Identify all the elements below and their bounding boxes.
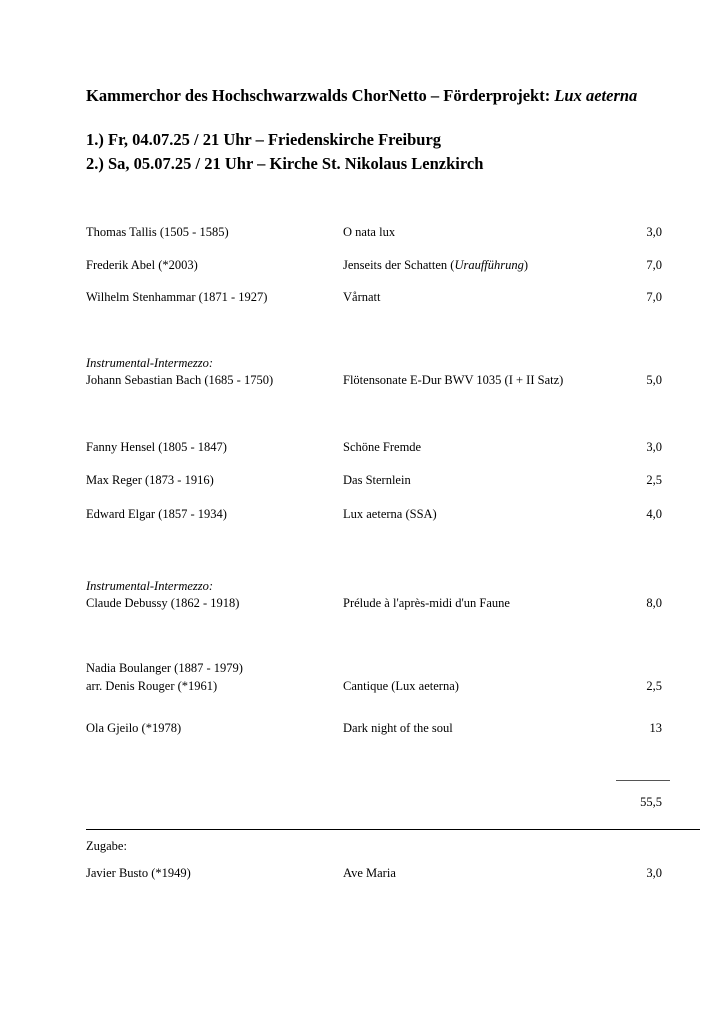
encore-label: Zugabe:	[86, 839, 127, 853]
intermezzo-label: Instrumental-Intermezzo:	[86, 579, 214, 593]
duration: 2,5	[646, 679, 662, 693]
duration: 4,0	[646, 507, 662, 521]
composer-primary: Nadia Boulanger (1887 - 1979)	[86, 661, 243, 675]
duration: 5,0	[646, 373, 662, 387]
work: Flötensonate E-Dur BWV 1035 (I + II Satz)	[343, 373, 564, 387]
duration: 3,0	[646, 440, 662, 454]
title-prefix: Kammerchor des Hochschwarzwalds ChorNetto – Förderprojekt:	[86, 86, 555, 105]
title-italic: Lux aeterna	[554, 86, 638, 105]
composer: Thomas Tallis (1505 - 1585)	[86, 225, 229, 239]
concert-date-1: 1.) Fr, 04.07.25 / 21 Uhr – Friedenskirche Freiburg	[86, 130, 442, 149]
composer: Fanny Hensel (1805 - 1847)	[86, 440, 227, 454]
work: Prélude à l'après-midi d'un Faune	[343, 596, 510, 610]
composer: arr. Denis Rouger (*1961)	[86, 679, 218, 693]
work: Schöne Fremde	[343, 440, 422, 454]
sum-divider	[616, 780, 670, 781]
concert-date-2: 2.) Sa, 05.07.25 / 21 Uhr – Kirche St. Nikolaus Lenzkirch	[86, 154, 484, 173]
composer: Max Reger (1873 - 1916)	[86, 473, 214, 487]
work: O nata lux	[343, 225, 396, 239]
work: Lux aeterna (SSA)	[343, 507, 437, 521]
encore-divider	[86, 829, 700, 830]
composer: Wilhelm Stenhammar (1871 - 1927)	[86, 290, 268, 304]
composer: Johann Sebastian Bach (1685 - 1750)	[86, 373, 274, 387]
work-text: Jenseits der Schatten (	[343, 258, 455, 272]
duration: 3,0	[646, 225, 662, 239]
composer: Frederik Abel (*2003)	[86, 258, 198, 272]
work: Das Sternlein	[343, 473, 411, 487]
duration: 7,0	[646, 290, 662, 304]
work: Vårnatt	[343, 290, 381, 304]
duration: 13	[649, 721, 662, 735]
composer: Claude Debussy (1862 - 1918)	[86, 596, 240, 610]
duration: 2,5	[646, 473, 662, 487]
composer: Javier Busto (*1949)	[86, 866, 191, 880]
page-title	[86, 86, 637, 106]
composer: Ola Gjeilo (*1978)	[86, 721, 182, 735]
intermezzo-label: Instrumental-Intermezzo:	[86, 356, 214, 370]
work-suffix: )	[523, 258, 529, 272]
work: Dark night of the soul	[343, 721, 453, 735]
composer: Edward Elgar (1857 - 1934)	[86, 507, 227, 521]
work	[343, 258, 528, 273]
work-italic: Uraufführung	[454, 258, 524, 272]
work: Cantique (Lux aeterna)	[343, 679, 459, 693]
duration: 7,0	[646, 258, 662, 272]
duration: 3,0	[646, 866, 662, 880]
total-duration: 55,5	[640, 795, 662, 809]
duration: 8,0	[646, 596, 662, 610]
work: Ave Maria	[343, 866, 396, 880]
